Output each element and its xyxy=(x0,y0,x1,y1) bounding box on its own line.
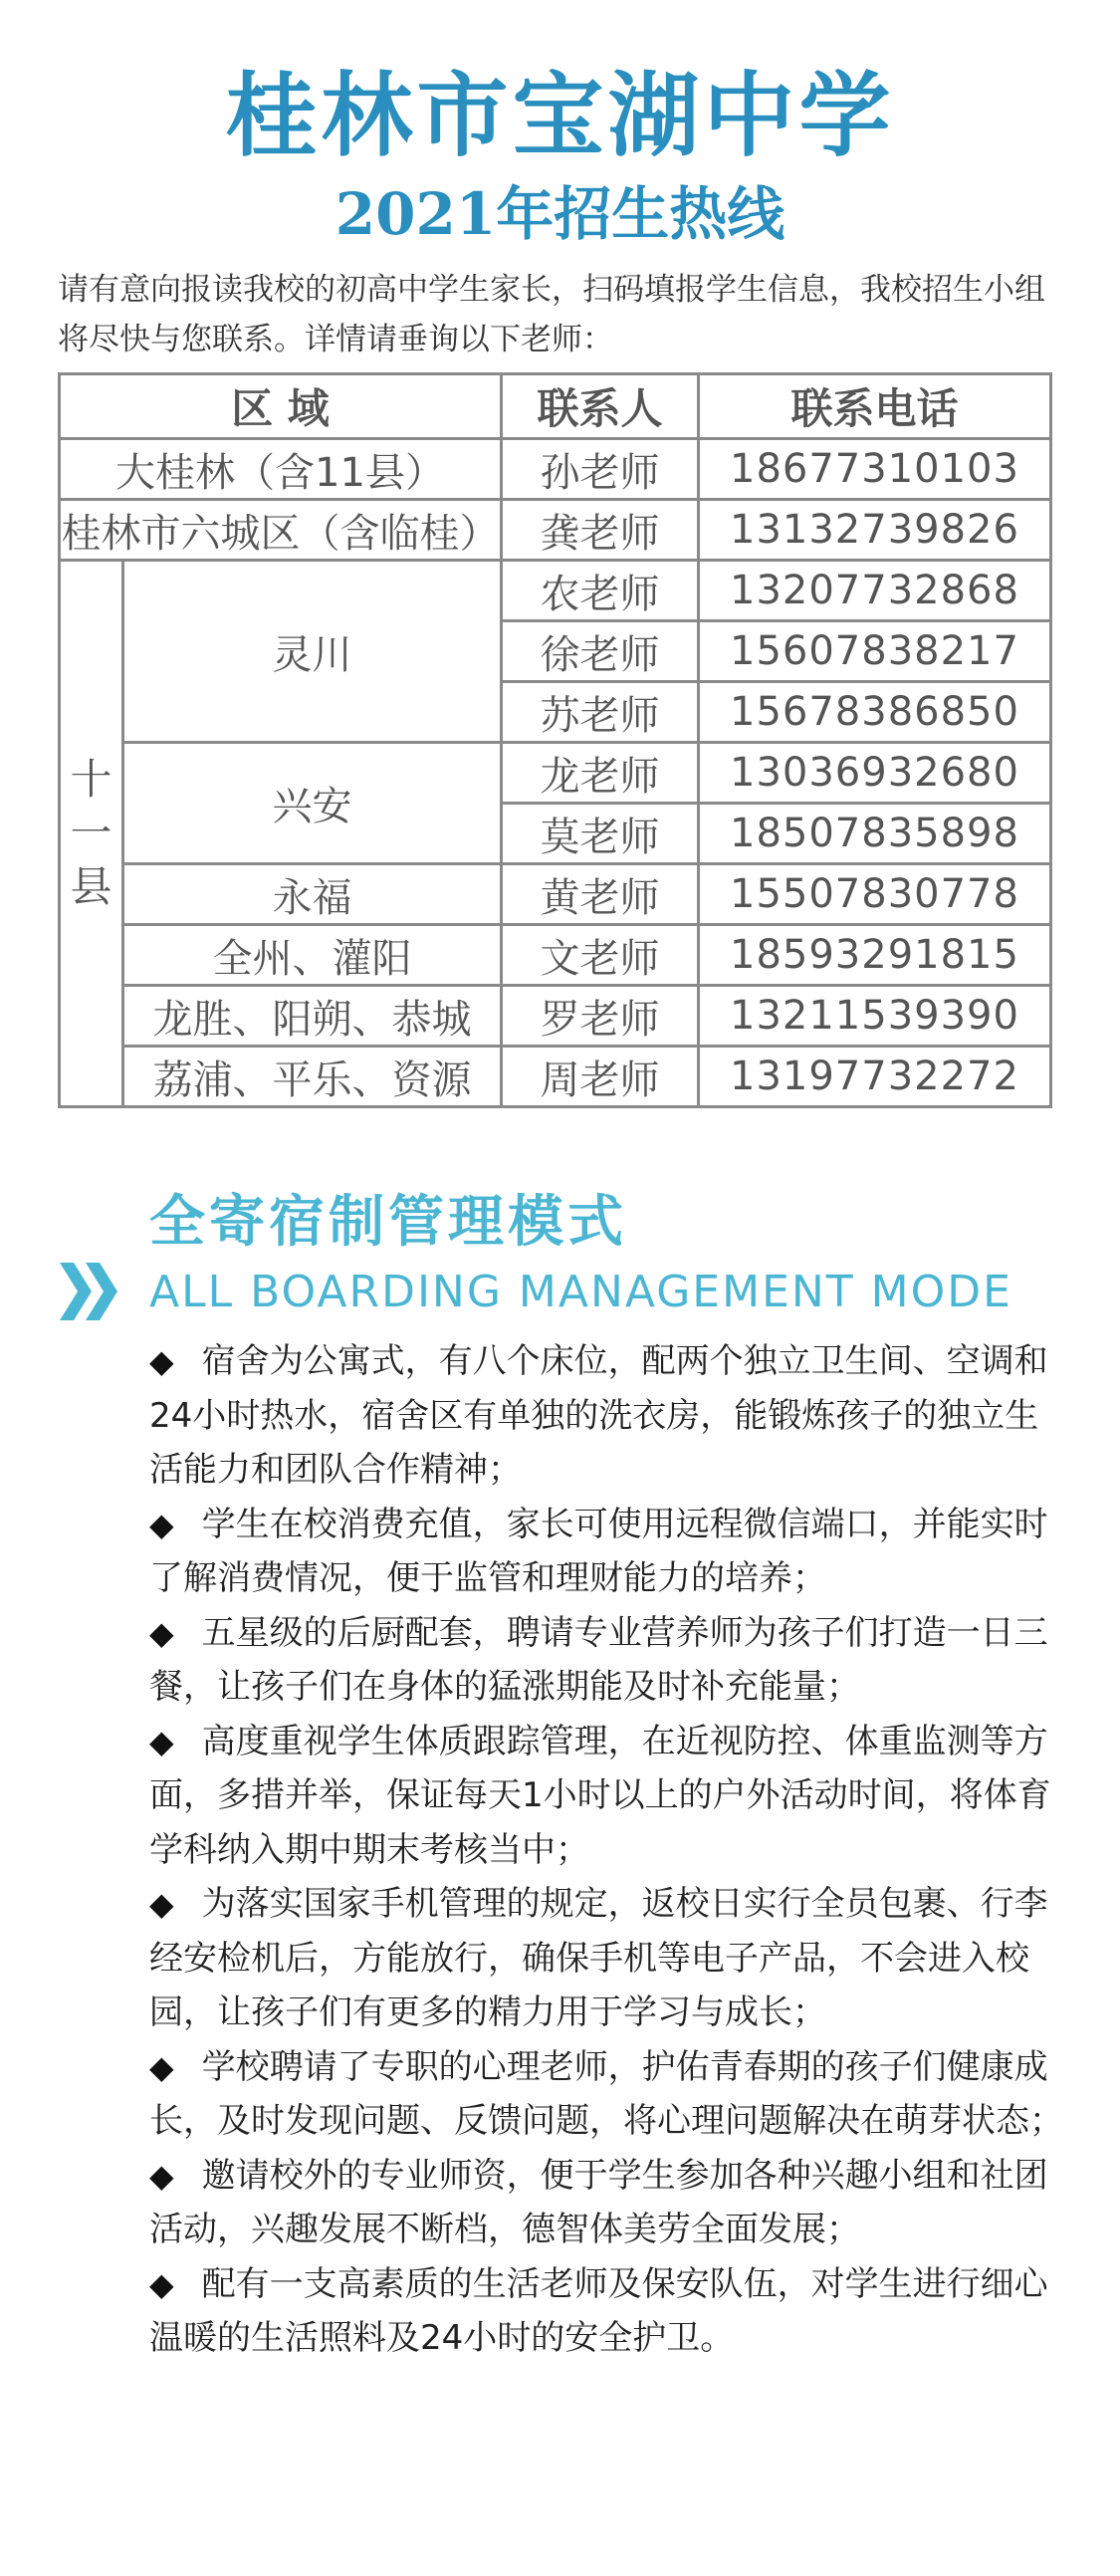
phone-cell: 15507830778 xyxy=(699,864,1051,925)
phone-cell: 13132739826 xyxy=(699,500,1051,561)
county-group-label: 十 一 县 xyxy=(60,561,123,1107)
table-row xyxy=(60,743,1051,804)
region-cell: 龙胜、阳朔、恭城 xyxy=(123,986,502,1047)
contact-cell: 农老师 xyxy=(502,561,699,621)
contact-cell: 黄老师 xyxy=(502,864,699,925)
list-item: ◆ 学生在校消费充值，家长可使用远程微信端口，并能实时了解消费情况，便于监管和理财能力的培养； xyxy=(149,1504,1048,1598)
contact-cell: 龚老师 xyxy=(502,500,699,561)
school-title: 桂林市宝湖中学 xyxy=(225,62,895,169)
contact-cell: 罗老师 xyxy=(502,986,699,1047)
diamond-bullet-icon: ◆ xyxy=(149,2264,174,2303)
region-cell: 全州、灌阳 xyxy=(123,925,502,986)
list-item: ◆ 学校聘请了专职的心理老师，护佑青春期的孩子们健康成长，及时发现问题、反馈问题，将心理问题解决在萌芽状态； xyxy=(149,2046,1063,2141)
phone-cell: 18507835898 xyxy=(699,804,1051,864)
table-row xyxy=(60,1047,1051,1107)
table-row xyxy=(60,439,1051,500)
double-chevron-icon xyxy=(58,1257,121,1326)
phone-cell: 13197732272 xyxy=(699,1047,1051,1107)
hotline-table xyxy=(58,372,1052,1108)
table-header-row xyxy=(60,374,1051,439)
list-item: ◆ 五星级的后厨配套，聘请专业营养师为孩子们打造一日三餐，让孩子们在身体的猛涨期能及时补充能量； xyxy=(149,1612,1048,1707)
section-title: 全寄宿制管理模式 xyxy=(149,1190,627,1255)
diamond-bullet-icon: ◆ xyxy=(149,2047,174,2086)
phone-cell: 13211539390 xyxy=(699,986,1051,1047)
phone-cell: 15607838217 xyxy=(699,621,1051,682)
contact-cell: 周老师 xyxy=(502,1047,699,1107)
region-header: 区 域 xyxy=(60,374,502,439)
region-cell: 兴安 xyxy=(123,743,502,864)
phone-cell: 15678386850 xyxy=(699,682,1051,743)
contact-header: 联系人 xyxy=(502,374,699,439)
table-row xyxy=(60,500,1051,561)
contact-cell: 文老师 xyxy=(502,925,699,986)
contact-cell: 孙老师 xyxy=(502,439,699,500)
boarding-feature-list xyxy=(149,1334,1065,2366)
phone-cell: 18677310103 xyxy=(699,439,1051,500)
diamond-bullet-icon: ◆ xyxy=(149,1613,174,1652)
region-cell: 永福 xyxy=(123,864,502,925)
diamond-bullet-icon: ◆ xyxy=(149,1505,174,1543)
contact-cell: 龙老师 xyxy=(502,743,699,804)
table-row xyxy=(60,925,1051,986)
region-cell: 桂林市六城区（含临桂） xyxy=(60,500,502,561)
section-subtitle: ALL BOARDING MANAGEMENT MODE xyxy=(149,1267,1012,1317)
list-item: ◆ 为落实国家手机管理的规定，返校日实行全员包裹、行李经安检机后，方能放行，确保手机等电子产品，不会进入校园，让孩子们有更多的精力用于学习与成长； xyxy=(149,1884,1048,2032)
list-item: ◆ 高度重视学生体质跟踪管理，在近视防控、体重监测等方面，多措并举，保证每天1小时以上的户外活动时间，将体育学科纳入期中期末考核当中； xyxy=(149,1721,1051,1870)
phone-cell: 13036932680 xyxy=(699,743,1051,804)
list-item: ◆ 宿舍为公寓式，有八个床位，配两个独立卫生间、空调和24小时热水，宿舍区有单独的洗衣房，能锻炼孩子的独立生活能力和团队合作精神； xyxy=(149,1341,1048,1490)
phone-cell: 18593291815 xyxy=(699,925,1051,986)
diamond-bullet-icon: ◆ xyxy=(149,1342,174,1380)
diamond-bullet-icon: ◆ xyxy=(149,1722,174,1760)
diamond-bullet-icon: ◆ xyxy=(149,2156,174,2195)
diamond-bullet-icon: ◆ xyxy=(149,1885,174,1923)
region-cell: 灵川 xyxy=(123,561,502,743)
list-item: ◆ 邀请校外的专业师资，便于学生参加各种兴趣小组和社团活动，兴趣发展不断档，德智体美劳全面发展； xyxy=(149,2155,1048,2249)
list-item: ◆ 配有一支高素质的生活老师及保安队伍，对学生进行细心温暖的生活照料及24小时的安全护卫。 xyxy=(149,2263,1048,2358)
intro-text: 请有意向报读我校的初高中学生家长，扫码填报学生信息，我校招生小组将尽快与您联系。详情请垂询以下老师： xyxy=(58,272,1045,357)
contact-cell: 莫老师 xyxy=(502,804,699,864)
table-row xyxy=(60,561,1051,621)
region-cell: 荔浦、平乐、资源 xyxy=(123,1047,502,1107)
region-cell: 大桂林（含11县） xyxy=(60,439,502,500)
phone-cell: 13207732868 xyxy=(699,561,1051,621)
contact-cell: 徐老师 xyxy=(502,621,699,682)
table-row xyxy=(60,864,1051,925)
table-row xyxy=(60,986,1051,1047)
contact-cell: 苏老师 xyxy=(502,682,699,743)
boarding-section-header xyxy=(58,1185,1063,1334)
phone-header: 联系电话 xyxy=(699,374,1051,439)
hotline-subtitle: 2021年招生热线 xyxy=(335,180,785,248)
